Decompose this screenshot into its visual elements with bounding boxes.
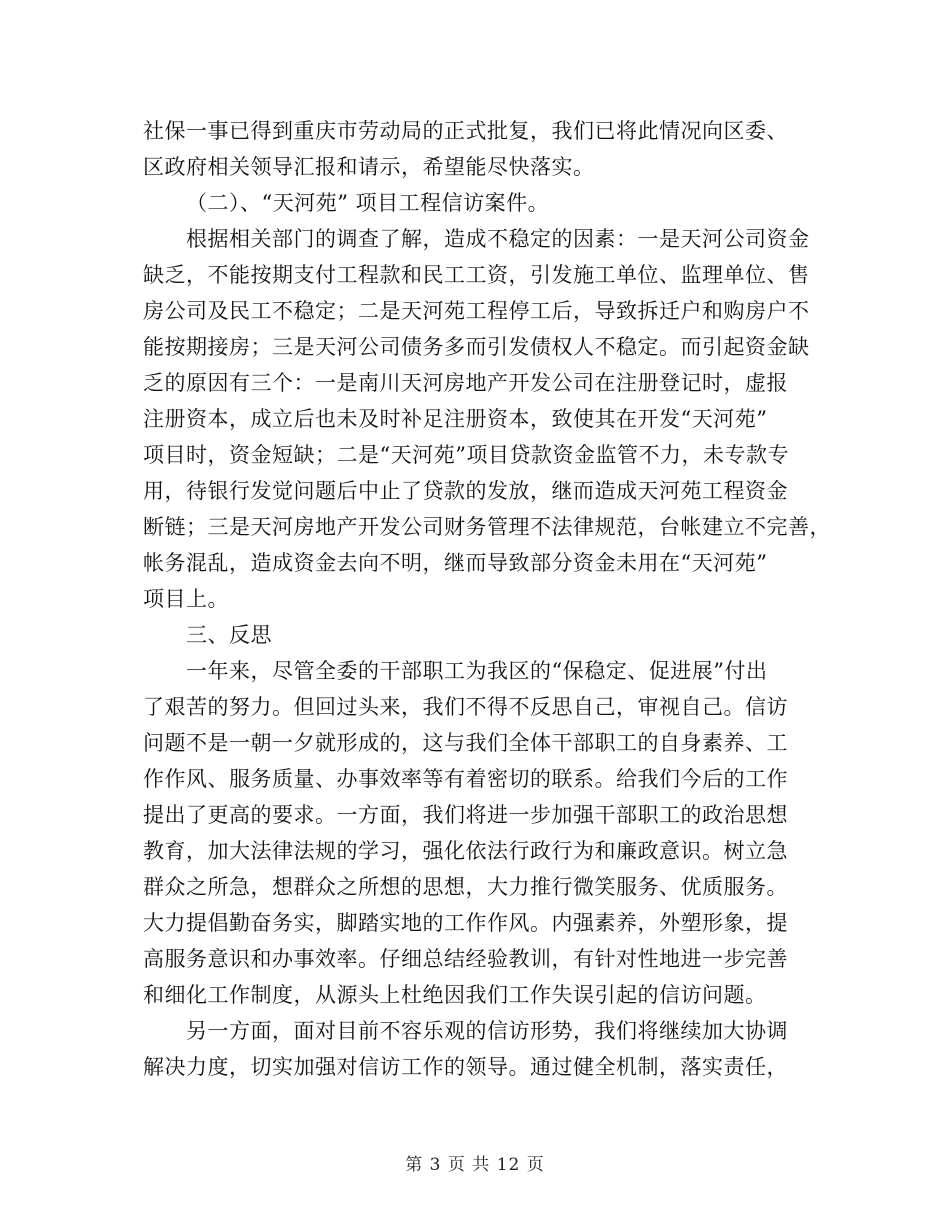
body-line: 乏的原因有三个：一是南川天河房地产开发公司在注册登记时，虚报: [143, 371, 788, 395]
body-line: 社保一事已得到重庆市劳动局的正式批复，我们已将此情况向区委、: [143, 119, 788, 143]
body-line: 另一方面，面对目前不容乐观的信访形势，我们将继续加大协调: [186, 1019, 788, 1043]
body-line: 根据相关部门的调查了解，造成不稳定的因素：一是天河公司资金: [186, 227, 810, 251]
section-heading: （二）、“天河苑” 项目工程信访案件。: [186, 191, 550, 215]
body-line: 了艰苦的努力。但回过头来，我们不得不反思自己，审视自己。信访: [143, 695, 788, 719]
body-line: 帐务混乱，造成资金去向不明，继而导致部分资金未用在“天河苑”: [143, 551, 768, 575]
section-heading: 三、反思: [186, 623, 272, 647]
body-line: 一年来，尽管全委的干部职工为我区的“保稳定、促进展”付出: [186, 659, 768, 683]
body-line: 解决力度，切实加强对信访工作的领导。通过健全机制，落实责任，: [143, 1055, 788, 1079]
body-line: 用，待银行发觉问题后中止了贷款的发放，继而造成天河苑工程资金: [143, 479, 788, 503]
body-line: 群众之所急，想群众之所想的思想，大力推行微笑服务、优质服务。: [143, 875, 788, 899]
body-line: 作作风、服务质量、办事效率等有着密切的联系。给我们今后的工作: [143, 767, 788, 791]
body-line: 注册资本，成立后也未及时补足注册资本，致使其在开发“天河苑”: [143, 407, 768, 431]
page-footer: 第 3 页 共 12 页: [405, 1155, 545, 1175]
body-line: 问题不是一朝一夕就形成的，这与我们全体干部职工的自身素养、工: [143, 731, 788, 755]
body-line: 房公司及民工不稳定；二是天河苑工程停工后，导致拆迁户和购房户不: [143, 299, 810, 323]
body-line: 高服务意识和办事效率。仔细总结经验教训，有针对性地进一步完善: [143, 947, 788, 971]
body-line: 提出了更高的要求。一方面，我们将进一步加强干部职工的政治思想: [143, 803, 788, 827]
body-line: 项目时，资金短缺；二是“天河苑”项目贷款资金监管不力，未专款专: [143, 443, 789, 467]
body-line: 大力提倡勤奋务实，脚踏实地的工作作风。内强素养，外塑形象，提: [143, 911, 788, 935]
body-line: 断链；三是天河房地产开发公司财务管理不法律规范，台帐建立不完善，: [143, 515, 831, 539]
body-line: 教育，加大法律法规的学习，强化依法行政行为和廉政意识。树立急: [143, 839, 788, 863]
body-line: 能按期接房；三是天河公司债务多而引发债权人不稳定。而引起资金缺: [143, 335, 810, 359]
body-line: 项目上。: [143, 587, 229, 611]
body-line: 缺乏，不能按期支付工程款和民工工资，引发施工单位、监理单位、售: [143, 263, 810, 287]
body-line: 和细化工作制度，从源头上杜绝因我们工作失误引起的信访问题。: [143, 983, 767, 1007]
body-line: 区政府相关领导汇报和请示，希望能尽快落实。: [143, 155, 595, 179]
